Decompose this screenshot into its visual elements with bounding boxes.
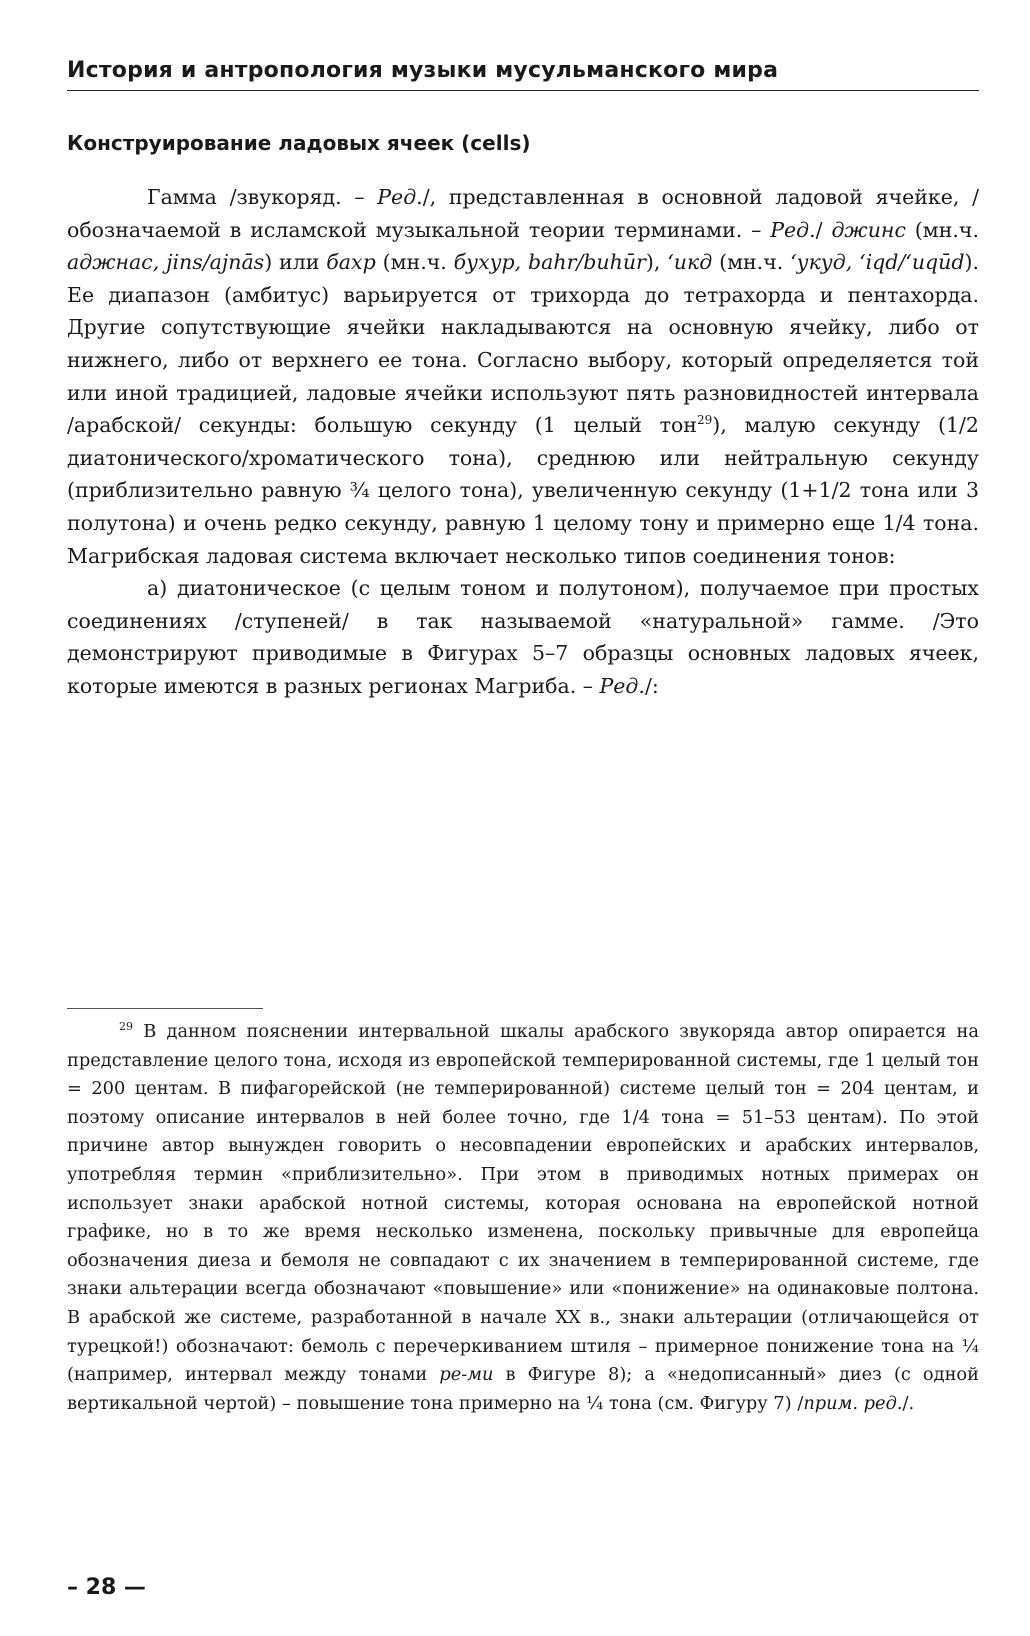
footnote-29 [67,1018,979,1418]
footnote-paragraph [67,1018,979,1418]
main-text [67,181,979,703]
text-run: в Фигуре 8); а «недописанный» диез (с одной вертикальной чертой) – повышение тона примерно на ¼ тона (см. Фигуру 7) / [67,1364,979,1414]
running-header: История и антропология музыки мусульманского мира [67,56,979,91]
editor-abbr: Ред. [770,217,816,242]
term-jins: джинс [831,217,906,242]
footnote-separator [67,1008,263,1009]
editor-abbr: Ред. [377,185,423,209]
text-run: (мн.ч. [712,250,791,275]
term-iqd: ‘икд [667,250,713,275]
editor-note-abbr: прим. ред. [803,1392,903,1414]
section-heading: Конструирование ладовых ячеек (cells) [67,131,531,155]
text-run: /, представленная в основной ладовой ячейке, /обозначаемой в исламской музыкальной теории терминами. – [67,185,979,242]
page-number: – 28 — [67,1575,146,1600]
footnote-reference[interactable]: 29 [696,413,713,428]
text-run: В данном пояснении интервальной шкалы арабского звукоряда автор опирается на представление целого тона, исходя из европейской темперированной системы, где 1 целый тон = 200 центам. В пифагорейской (не темперированной) системе целый тон = 204 центам, и поэтому описание интервалов в ней более точно, где 1/4 тона = 51–53 центам). По этой причине автор вынужден говорить о несовпадении европейских и арабских интервалов, употребляя термин «приблизительно». При этом в приводимых нотных примерах он использует знаки арабской нотной системы, которая основана на европейской нотной графике, но в то же время несколько изменена, поскольку привычные для европейца обозначения диеза и бемоля не совпадают с их значением в темперированной системе, где знаки альтерации всегда обозначают «повышение» или «понижение» на одинаковые полтона. В арабской же системе, разработанной в начале XX в., знаки альтерации (отличающейся от турецкой!) обозначают: бемоль с перечеркиванием штиля – примерное понижение тона на ¼ (например, интервал между тонами [67,1021,979,1386]
note-names: ре-ми [439,1364,494,1386]
text-run: ). Ее диапазон (амбитус) варьируется от трихорда до тетрахорда и пентахорда. Другие сопутствующие ячейки накладываются на основную ячейку, либо от нижнего, либо от верхнего ее тона. Согласно выбору, который определяется той или иной традицией, ладовые ячейки используют пять разновидностей интервала /арабской/ секунды: большую секунду (1 целый тон [67,250,979,438]
paragraph-2 [67,572,979,702]
text-run: /. [902,1392,915,1414]
text-run: ) или [264,250,327,275]
text-run: ), [645,250,668,275]
text-run: ), малую секунду (1/2 диатонического/хроматического тона), среднюю или нейтральную секунду (приблизительно равную ¾ целого тона), увеличенную секунду (1+1/2 тона или 3 полутона) и очень редко секунду, равную 1 целому тону и примерно еще 1/4 тона. Магрибская ладовая система включает несколько типов соединения тонов: [67,413,979,568]
editor-abbr: Ред. [599,673,645,698]
term-bahr: бахр [326,250,376,275]
text-run: (мн.ч. [905,217,979,242]
text-run: Гамма /звукоряд. – [147,185,378,209]
text-run: /: [644,673,659,698]
term-ajnas: аджнас, jins/ajnās [67,250,265,275]
text-run: (мн.ч. [375,250,454,275]
paragraph-1 [67,181,979,572]
term-buhur: бухур, bahr/buhūr [453,250,646,275]
text-run: / [815,217,832,242]
term-uqud: ‘укуд, ‘iqd/‘uqūd [790,250,965,275]
text-run: а) диатоническое (с целым тоном и полутоном), получаемое при простых соединениях /ступеней/ в так называемой «натуральной» гамме. /Это демонстрируют приводимые в Фигурах 5–7 образцы основных ладовых ячеек, которые имеются в разных регионах Магриба. – [67,576,979,698]
footnote-number: 29 [119,1020,133,1033]
